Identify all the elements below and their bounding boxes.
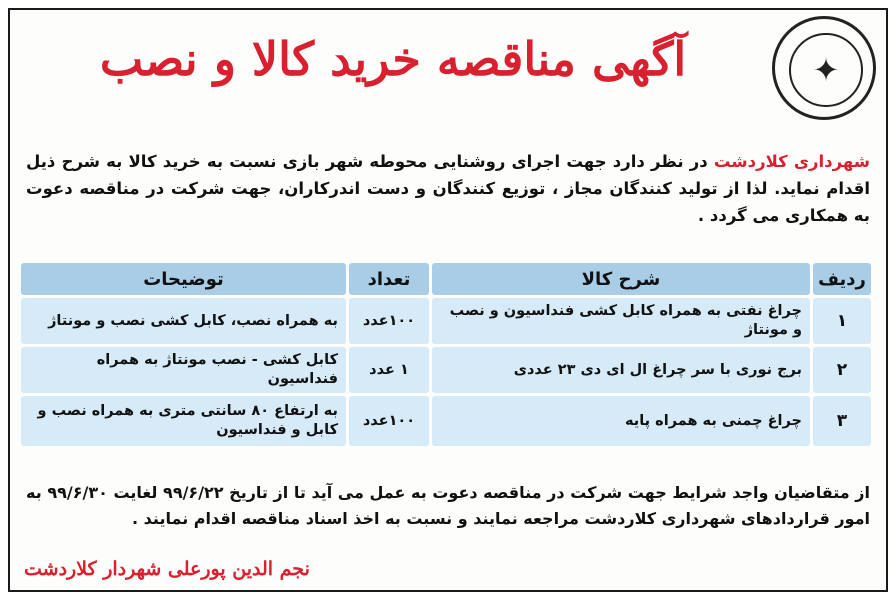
row-description: چراغ چمنی به همراه پایه — [432, 396, 810, 446]
table-row — [21, 396, 871, 446]
header — [10, 10, 886, 130]
row-notes: به ارتفاع ۸۰ سانتی متری به همراه نصب و کابل و فنداسیون — [21, 396, 346, 446]
signature: نجم الدین پورعلی شهردار کلاردشت — [24, 558, 310, 580]
table-row — [21, 347, 871, 393]
table-row — [21, 298, 871, 344]
row-description: چراغ نفتی به همراه کابل کشی فنداسیون و نصب و مونتاژ — [432, 298, 810, 344]
header-description: شرح کالا — [432, 263, 810, 295]
row-description: برج نوری با سر چراغ ال ای دی ۲۳ عددی — [432, 347, 810, 393]
project-name: اجرای روشنایی محوطه شهر بازی — [282, 152, 561, 171]
row-qty: ۱ عدد — [349, 347, 429, 393]
intro-text-2: نسبت به خرید کالا به شرح ذیل اقدام نماید. لذا از تولید کنندگان مجاز ، توزیع کنندگان و دست اندرکاران، جهت شرکت در مناقصه دعوت به همکاری می گردد . — [26, 152, 870, 225]
table-header-row — [21, 263, 871, 295]
items-table — [18, 260, 874, 449]
row-num: ۲ — [813, 347, 871, 393]
footer-paragraph: از متقاضیان واجد شرایط جهت شرکت در مناقصه دعوت به عمل می آید تا از تاریخ ۹۹/۶/۲۲ لغایت ۹۹/۶/۳۰ به امور قراردادهای شهرداری کلاردشت مراجعه نمایند و نسبت به اخذ اسناد مناقصه اقدام نمایند . — [26, 483, 871, 528]
municipality-emblem-icon — [772, 16, 876, 120]
header-num: ردیف — [813, 263, 871, 295]
header-notes: توضیحات — [21, 263, 346, 295]
emblem-center: ✦ — [789, 33, 863, 107]
tender-notice — [8, 8, 888, 592]
intro-paragraph — [26, 148, 870, 229]
row-num: ۳ — [813, 396, 871, 446]
intro-text-1: در نظر دارد جهت — [566, 152, 708, 171]
header-qty: تعداد — [349, 263, 429, 295]
row-qty: ۱۰۰عدد — [349, 298, 429, 344]
row-qty: ۱۰۰عدد — [349, 396, 429, 446]
row-num: ۱ — [813, 298, 871, 344]
notice-title: آگهی مناقصه خرید کالا و نصب — [99, 32, 687, 86]
row-notes: به همراه نصب، کابل کشی نصب و مونتاژ — [21, 298, 346, 344]
row-notes: کابل کشی - نصب مونتاژ به همراه فنداسیون — [21, 347, 346, 393]
organization-name: شهرداری کلاردشت — [713, 152, 870, 171]
